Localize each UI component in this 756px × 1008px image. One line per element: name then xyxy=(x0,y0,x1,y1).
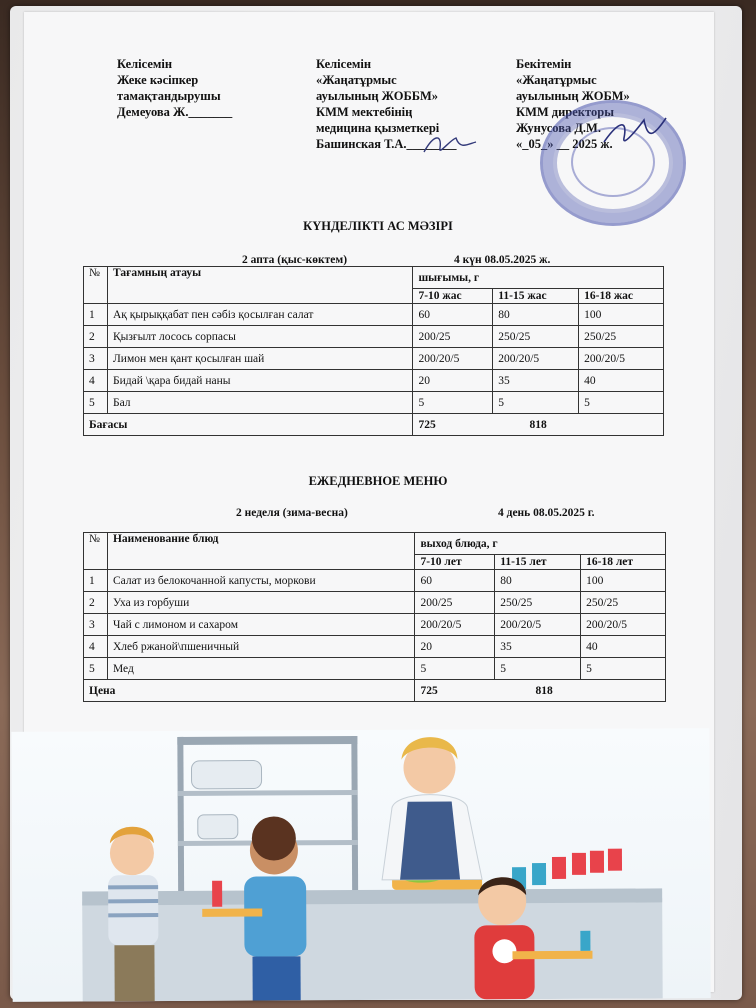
table-row xyxy=(84,392,664,414)
age-header: 16-18 жас xyxy=(579,289,664,304)
header-line: «Жаңатұрмыс xyxy=(516,73,597,87)
row-number: 4 xyxy=(84,636,108,658)
yield-cell: 40 xyxy=(579,370,664,392)
yield-cell: 250/25 xyxy=(581,592,666,614)
table-row xyxy=(84,570,666,592)
col-name-header: Тағамның атауы xyxy=(107,267,412,304)
age-header: 7-10 жас xyxy=(413,289,493,304)
yield-cell: 250/25 xyxy=(579,326,664,348)
yield-cell: 200/20/5 xyxy=(579,348,664,370)
ru-day-date: 4 день 08.05.2025 г. xyxy=(498,507,595,519)
header-line: Бекітемін xyxy=(516,57,572,71)
approval-block-caterer xyxy=(117,56,232,120)
row-number: 2 xyxy=(84,326,108,348)
yield-cell: 5 xyxy=(581,658,666,680)
row-number: 5 xyxy=(84,658,108,680)
header-line: Демеуова Ж._______ xyxy=(117,105,233,119)
yield-cell: 40 xyxy=(581,636,666,658)
header-line: Башинская Т.А.________ xyxy=(316,137,457,151)
yield-cell: 5 xyxy=(413,392,493,414)
yield-cell: 200/20/5 xyxy=(495,614,581,636)
ru-menu-title: ЕЖЕДНЕВНОЕ МЕНЮ xyxy=(308,474,448,488)
header-line: медицина қызметкері xyxy=(316,121,440,135)
age-header: 11-15 лет xyxy=(495,555,581,570)
yield-cell: 200/20/5 xyxy=(415,614,495,636)
yield-cell: 5 xyxy=(579,392,664,414)
col-yield-header: шығымы, г xyxy=(413,267,664,289)
ru-week: 2 неделя (зима-весна) xyxy=(236,507,348,519)
price-value: 725 xyxy=(418,418,436,431)
yield-cell: 200/25 xyxy=(415,592,495,614)
cafeteria-scene xyxy=(11,728,710,1002)
price-value: 818 xyxy=(535,684,553,697)
dish-name: Чай с лимоном и сахаром xyxy=(107,614,414,636)
yield-cell: 250/25 xyxy=(493,326,579,348)
table-row xyxy=(84,636,666,658)
row-number: 4 xyxy=(84,370,108,392)
yield-cell: 5 xyxy=(493,392,579,414)
yield-cell: 20 xyxy=(413,370,493,392)
header-line: ауылының ЖОББМ» xyxy=(316,89,439,103)
row-number: 2 xyxy=(84,592,108,614)
yield-cell: 60 xyxy=(415,570,495,592)
table-row xyxy=(84,304,664,326)
yield-cell: 5 xyxy=(495,658,581,680)
yield-cell: 200/20/5 xyxy=(413,348,493,370)
yield-cell: 200/20/5 xyxy=(581,614,666,636)
dish-name: Қызғылт лосось сорпасы xyxy=(107,326,412,348)
header-line: тамақтандырушы xyxy=(117,89,221,103)
header-line: «_05_» __ 2025 ж. xyxy=(516,137,613,151)
dish-name: Салат из белокочанной капусты, моркови xyxy=(107,570,414,592)
row-number: 1 xyxy=(84,304,108,326)
price-row xyxy=(84,414,664,436)
header-line: КММ директоры xyxy=(516,105,614,119)
dish-name: Мед xyxy=(107,658,414,680)
price-label: Цена xyxy=(84,680,415,702)
table-row xyxy=(84,326,664,348)
header-line: КММ мектебінің xyxy=(316,105,413,119)
header-line: Келісемін xyxy=(316,57,372,71)
dish-name: Ақ қырыққабат пен сәбіз қосылған салат xyxy=(107,304,412,326)
price-row xyxy=(84,680,666,702)
ru-menu-table xyxy=(83,532,666,702)
header-line: «Жаңатұрмыс xyxy=(316,73,397,87)
dish-name: Бидай \қара бидай наны xyxy=(107,370,412,392)
price-value: 818 xyxy=(529,418,547,431)
row-number: 5 xyxy=(84,392,108,414)
col-yield-header: выход блюда, г xyxy=(415,533,666,555)
table-row xyxy=(84,658,666,680)
header-line: Келісемін xyxy=(117,57,173,71)
yield-cell: 200/20/5 xyxy=(493,348,579,370)
yield-cell: 35 xyxy=(495,636,581,658)
yield-cell: 80 xyxy=(493,304,579,326)
yield-cell: 80 xyxy=(495,570,581,592)
col-name-header: Наименование блюд xyxy=(107,533,414,570)
price-values xyxy=(413,414,664,436)
header-line: Жеке кәсіпкер xyxy=(117,73,199,87)
row-number: 3 xyxy=(84,614,108,636)
col-num-header: № xyxy=(84,533,108,570)
table-row xyxy=(84,348,664,370)
kz-day-date: 4 күн 08.05.2025 ж. xyxy=(454,254,551,266)
yield-cell: 100 xyxy=(581,570,666,592)
age-header: 11-15 жас xyxy=(493,289,579,304)
table-row xyxy=(84,370,664,392)
dish-name: Лимон мен қант қосылған шай xyxy=(107,348,412,370)
header-line: Жунусова Д.М. xyxy=(516,121,601,135)
col-num-header: № xyxy=(84,267,108,304)
yield-cell: 35 xyxy=(493,370,579,392)
row-number: 3 xyxy=(84,348,108,370)
age-header: 7-10 лет xyxy=(415,555,495,570)
dish-name: Уха из горбуши xyxy=(107,592,414,614)
cafeteria-illustration xyxy=(11,728,710,1002)
header-line: ауылының ЖОБМ» xyxy=(516,89,630,103)
kz-week: 2 апта (қыс-көктем) xyxy=(242,254,348,266)
dish-name: Бал xyxy=(107,392,412,414)
yield-cell: 200/25 xyxy=(413,326,493,348)
dish-name: Хлеб ржаной\пшеничный xyxy=(107,636,414,658)
yield-cell: 20 xyxy=(415,636,495,658)
yield-cell: 60 xyxy=(413,304,493,326)
yield-cell: 250/25 xyxy=(495,592,581,614)
price-values xyxy=(415,680,666,702)
row-number: 1 xyxy=(84,570,108,592)
price-label: Бағасы xyxy=(84,414,413,436)
nurse-signature xyxy=(420,130,480,160)
yield-cell: 5 xyxy=(415,658,495,680)
table-row xyxy=(84,614,666,636)
yield-cell: 100 xyxy=(579,304,664,326)
table-row xyxy=(84,592,666,614)
price-value: 725 xyxy=(420,684,438,697)
kz-menu-table xyxy=(83,266,664,436)
age-header: 16-18 лет xyxy=(581,555,666,570)
director-signature xyxy=(600,112,670,152)
kz-menu-title: КҮНДЕЛІКТІ АС МӘЗІРІ xyxy=(303,219,453,233)
